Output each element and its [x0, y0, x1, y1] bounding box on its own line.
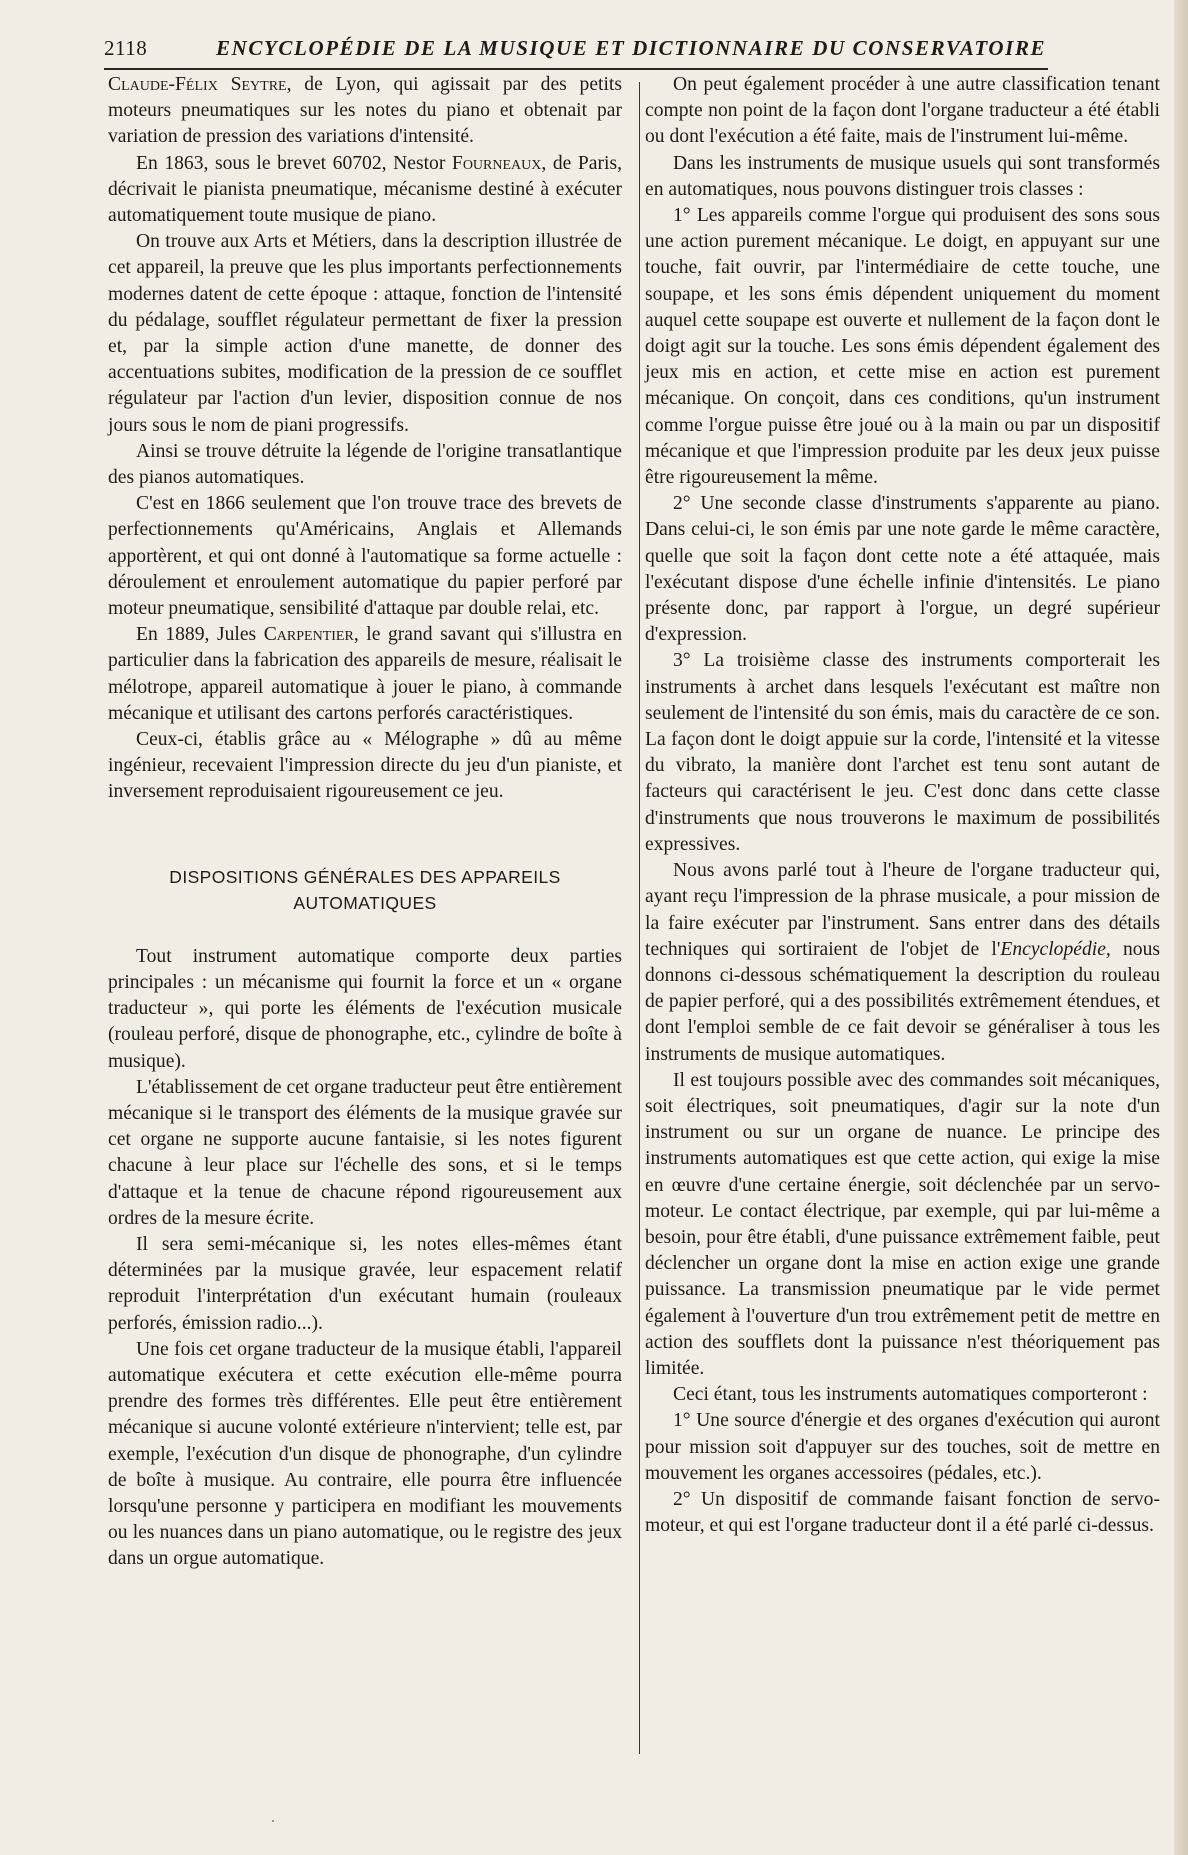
paragraph [108, 151, 622, 230]
left-column [108, 72, 622, 1573]
column-divider [639, 82, 640, 1754]
paragraph [645, 858, 1160, 1068]
paragraph-text: , le grand savant qui s'illustra en particulier dans la fabrication des appareils de mesure, réalisait le mélotrope, appareil automatique à jouer le piano, à commande mécanique et utilisant des cartons perforés caractéristiques. [108, 624, 623, 724]
paragraph: C'est en 1866 seulement que l'on trouve trace des brevets de perfectionnements qu'Américains, Anglais et Allemands apportèrent, et qui ont donné à l'automatique sa forme actuelle : déroulement et enroulement automatique du papier perforé par moteur pneumatique, sensibilité d'attaque par double relai, etc. [108, 493, 622, 620]
paragraph-text: En 1889, Jules [136, 624, 264, 646]
paragraph: 1° Les appareils comme l'orgue qui produisent des sons sous une action purement mécanique. Le doigt, en appuyant sur une touche, fait ouvrir, par l'intermédiaire de cette touche, une soupape, et les sons émis dépendent uniquement du moment auquel cette soupape est ouverte et nullement de la façon dont le doigt agit sur la touche. Les sons émis dépendent également des jeux mis en action, et cette mise en action est purement mécanique. On conçoit, dans ces conditions, qu'un instrument comme l'orgue puisse être joué ou à la main ou par un dispositif mécanique et que l'impression produite par les deux jeux puisse être rigoureusement la même. [645, 205, 1160, 489]
paragraph: L'établissement de cet organe traducteur peut être entièrement mécanique si le transport des éléments de la musique gravée sur cet organe ne supporte aucune fantaisie, si les notes figurent chacune à leur place sur l'échelle des sons, et si le temps d'attaque et la tenue de chacune répond rigoureusement aux ordres de la mesure écrite. [108, 1076, 622, 1229]
paragraph: Ceci étant, tous les instruments automatiques comporteront : [673, 1384, 1148, 1406]
paper-speck [272, 1820, 274, 1822]
running-header [104, 36, 1047, 66]
paragraph: Une fois cet organe traducteur de la musique établi, l'appareil automatique exécutera et cette exécution elle-même pourra prendre des formes très différentes. Elle peut être entièrement mécanique si aucune volonté extérieure n'intervient; telle est, par exemple, l'exécution d'un disque de phonographe, d'un cylindre de boîte à musique. Au contraire, elle pourra être influencée lorsqu'une personne y participera en modifiant les mouvements ou les nuances dans un piano automatique, ou le registre des jeux dans un orgue automatique. [108, 1338, 622, 1570]
paragraph [108, 622, 622, 727]
section-heading [108, 864, 622, 916]
paragraph-text: En 1863, sous le brevet 60702, Nestor [136, 152, 452, 174]
paragraph: Il sera semi-mécanique si, les notes elles-mêmes étant déterminées par la musique gravée, leur espacement relatif reproduit l'interprétation d'un exécutant humain (rouleaux perforés, émission radio...). [108, 1233, 622, 1334]
right-column [645, 72, 1160, 1539]
paragraph: Ceux-ci, établis grâce au « Mélographe » dû au même ingénieur, recevaient l'impression directe du jeu d'un pianiste, et inversement reproduisaient rigoureusement ce jeu. [108, 729, 622, 803]
paragraph: Il est toujours possible avec des commandes soit mécaniques, soit électriques, soit pneumatiques, d'agir sur la note d'un instrument ou sur un organe de nuance. Le principe des instruments automatiques est que cette action, qui exige la mise en œuvre d'une certaine énergie, soit déclenchée par un servo-moteur. Le contact électrique, par exemple, qui par lui-même a besoin, pour être établi, d'une puissance extrêmement faible, peut déclencher un organe dont la mise en action exige une grande puissance. La transmission pneumatique par le vide permet également à l'ouverture d'un trou extrêmement petit de mettre en action des soufflets dont la puissance n'est théoriquement pas limitée. [645, 1069, 1160, 1379]
paragraph [108, 72, 622, 151]
person-name: Carpentier [263, 624, 354, 646]
paragraph: On peut également procéder à une autre classification tenant compte non point de la façon dont l'organe traducteur a été établi ou dont l'exécution a été faite, mais de l'instrument lui-même. [645, 74, 1160, 148]
header-rule [104, 68, 1048, 70]
page-edge-shadow [1174, 0, 1188, 1855]
paragraph-text: nous donnons ci-dessous schématiquement la description du rouleau de papier perforé, qui a des possibilités extrêmement étendues, et dont l'emploi semble de ce fait devoir se généraliser à tous les instruments de musique automatiques. [645, 938, 1160, 1065]
paragraph: Tout instrument automatique comporte deux parties principales : un mécanisme qui fournit la force et un « organe traducteur », qui porte les éléments de l'exécution musicale (rouleau perforé, disque de phonographe, etc., cylindre de boîte à musique). [108, 945, 622, 1072]
italic-title: Encyclopédie, [1000, 938, 1111, 960]
person-name: Claude-Félix Seytre [108, 74, 287, 95]
paragraph: Ainsi se trouve détruite la légende de l'origine transatlantique des pianos automatiques. [108, 440, 622, 489]
paragraph: 1° Une source d'énergie et des organes d'exécution qui auront pour mission soit d'appuyer sur des touches, soit de mettre en mouvement les organes accessoires (pédales, etc.). [645, 1410, 1160, 1484]
paragraph: Dans les instruments de musique usuels qui sont transformés en automatiques, nous pouvons distinguer trois classes : [645, 152, 1160, 200]
person-name: Fourneaux [451, 152, 542, 174]
paragraph: On trouve aux Arts et Métiers, dans la description illustrée de cet appareil, la preuve que les plus importants perfectionnements modernes datent de cette époque : attaque, fonction de l'intensité du pédalage, soufflet régulateur permettant de fixer la pression et, par la simple action d'une manette, de donner des accentuations subites, modification de la pression de ce soufflet régulateur par l'action d'un levier, disposition connue de nos jours sous le nom de piani progressifs. [108, 231, 622, 436]
paragraph: 2° Une seconde classe d'instruments s'apparente au piano. Dans celui-ci, le son émis par une note garde le même caractère, quelle que soit la façon dont cette note a été attaquée, mais l'exécutant dispose d'une échelle infinie d'intensités. Le piano présente donc, par rapport à l'orgue, un degré supérieur d'expression. [645, 493, 1160, 646]
section-heading-line: AUTOMATIQUES [293, 892, 437, 913]
paragraph: 2° Un dispositif de commande faisant fonction de servo-moteur, et qui est l'organe traducteur dont il a été parlé ci-dessus. [645, 1488, 1160, 1537]
page-number: 2118 [104, 36, 148, 60]
running-title: ENCYCLOPÉDIE DE LA MUSIQUE ET DICTIONNAIRE DU CONSERVATOIRE [216, 36, 1047, 60]
paragraph-text: , de Paris, décrivait le pianista pneumatique, mécanisme destiné à exécuter automatiquement toute musique de piano. [108, 152, 622, 227]
paragraph-text: , de Lyon, qui agissait par des petits moteurs pneumatiques sur les notes du piano et obtenait par variation de pression des variations d'intensité. [108, 74, 622, 148]
section-heading-line: DISPOSITIONS GÉNÉRALES DES APPAREILS [169, 866, 561, 887]
paragraph-text: Nous avons parlé tout à l'heure de l'organe traducteur qui, ayant reçu l'impression de la phrase musicale, a pour mission de la faire exécuter par l'instrument. Sans entrer dans des détails techniques qui sortiraient de l'objet de l' [645, 860, 1160, 960]
paragraph: 3° La troisième classe des instruments comporterait les instruments à archet dans lesquels l'exécutant est maître non seulement de l'intensité du son émis, mais du caractère de ce son. La façon dont le doigt appuie sur la corde, l'intensité et la vitesse du vibrato, la manière dont l'archet est tenu sont autant de facteurs qui caractérisent le jeu. C'est donc dans cette classe d'instruments que nous trouverons le maximum de possibilités expressives. [645, 650, 1160, 855]
